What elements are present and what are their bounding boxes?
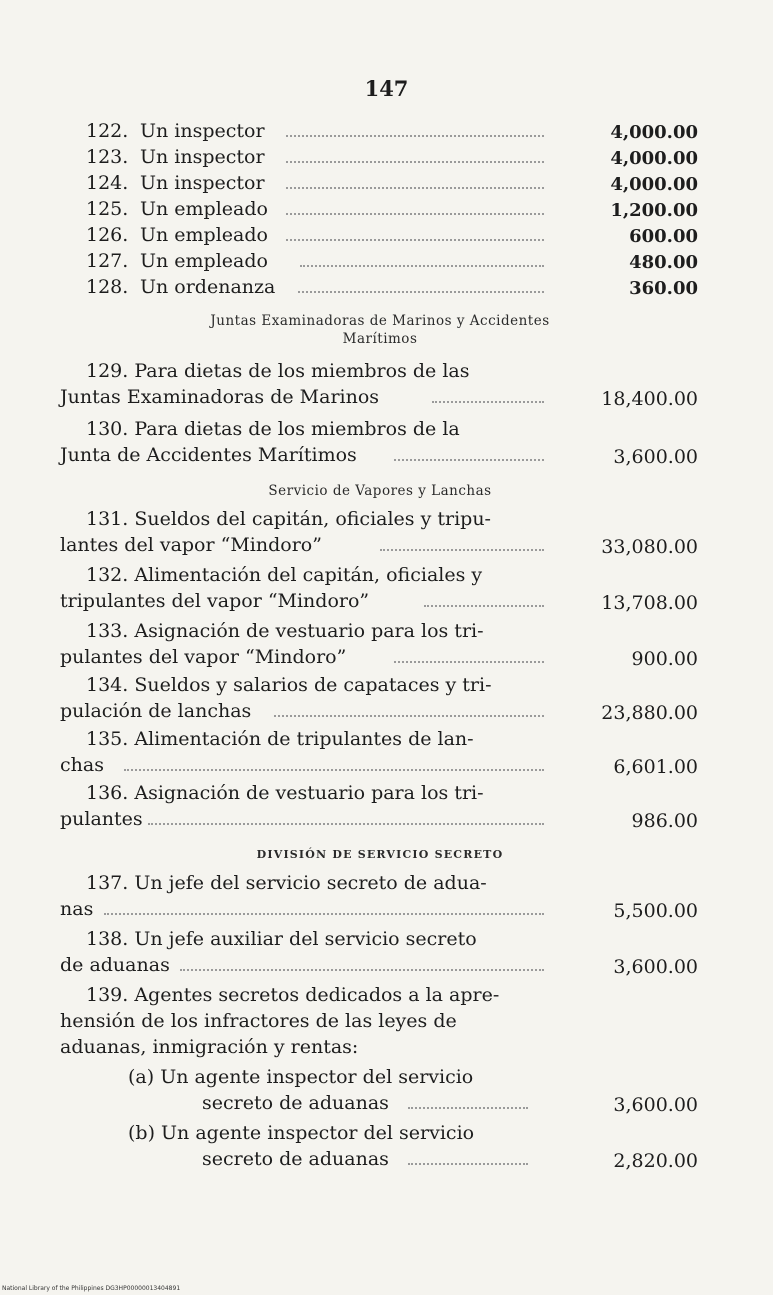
page-number: 147	[364, 76, 409, 101]
dot-leader	[124, 769, 544, 771]
dot-leader	[432, 401, 544, 403]
item-number: 124.	[86, 172, 129, 194]
item-text: tripulantes del vapor “Mindoro”	[60, 590, 370, 612]
item-text: pulantes	[60, 808, 143, 830]
list-item	[60, 618, 700, 644]
list-item	[60, 896, 700, 922]
item-text: 134. Sueldos y salarios de capataces y tri-	[86, 674, 492, 696]
item-text: secreto de aduanas	[202, 1092, 389, 1114]
dot-leader	[104, 913, 544, 915]
item-amount: 23,880.00	[601, 702, 698, 724]
list-item	[60, 358, 700, 384]
list-item	[60, 416, 700, 442]
item-amount: 986.00	[631, 810, 698, 832]
item-amount: 480.00	[629, 252, 698, 273]
item-text: 132. Alimentación del capitán, oficiales y	[86, 564, 483, 586]
dot-leader	[394, 661, 544, 663]
item-amount: 3,600.00	[613, 1094, 698, 1116]
item-amount: 360.00	[629, 278, 698, 299]
list-item	[60, 1034, 700, 1060]
dot-leader	[408, 1107, 528, 1109]
item-text: de aduanas	[60, 954, 170, 976]
item-text: Un empleado	[140, 250, 268, 272]
list-item	[60, 780, 700, 806]
list-item	[60, 384, 700, 410]
list-item	[60, 870, 700, 896]
list-item	[60, 926, 700, 952]
item-amount: 3,600.00	[613, 956, 698, 978]
dot-leader	[300, 265, 544, 267]
document-body	[60, 118, 700, 1172]
list-item	[60, 1146, 700, 1172]
item-text: 130. Para dietas de los miembros de la	[86, 418, 460, 440]
section-heading-juntas	[60, 312, 700, 348]
dot-leader	[424, 605, 544, 607]
item-text: Un ordenanza	[140, 276, 276, 298]
list-item	[60, 506, 700, 532]
list-item	[60, 144, 700, 170]
list-item	[60, 196, 700, 222]
item-text: Un empleado	[140, 224, 268, 246]
dot-leader	[180, 969, 544, 971]
list-item	[60, 562, 700, 588]
list-item	[60, 752, 700, 778]
item-text: chas	[60, 754, 104, 776]
item-text: 131. Sueldos del capitán, oficiales y tripu-	[86, 508, 491, 530]
list-item	[60, 1008, 700, 1034]
list-item	[60, 698, 700, 724]
item-text: aduanas, inmigración y rentas:	[60, 1036, 359, 1058]
dot-leader	[286, 161, 544, 163]
dot-leader	[286, 239, 544, 241]
item-amount: 6,601.00	[613, 756, 698, 778]
item-number: 128.	[86, 276, 129, 298]
list-item	[60, 672, 700, 698]
item-text: Un empleado	[140, 198, 268, 220]
dot-leader	[274, 715, 544, 717]
dot-leader	[286, 135, 544, 137]
item-amount: 4,000.00	[610, 122, 698, 143]
item-text: (a) Un agente inspector del servicio	[128, 1066, 474, 1088]
item-text: Un inspector	[140, 120, 265, 142]
item-amount: 2,820.00	[613, 1150, 698, 1172]
item-amount: 13,708.00	[601, 592, 698, 614]
heading-line: Marítimos	[342, 331, 418, 347]
list-item	[60, 952, 700, 978]
list-item	[60, 1090, 700, 1116]
item-text: 135. Alimentación de tripulantes de lan-	[86, 728, 474, 750]
item-text: hensión de los infractores de las leyes de	[60, 1010, 457, 1032]
item-amount: 4,000.00	[610, 174, 698, 195]
list-item	[60, 118, 700, 144]
item-text: 136. Asignación de vestuario para los tri-	[86, 782, 484, 804]
list-item	[60, 442, 700, 468]
item-number: 123.	[86, 146, 129, 168]
list-item	[60, 982, 700, 1008]
item-list-top	[60, 118, 700, 300]
item-text: 138. Un jefe auxiliar del servicio secreto	[86, 928, 477, 950]
dot-leader	[148, 823, 544, 825]
item-text: 133. Asignación de vestuario para los tri-	[86, 620, 484, 642]
footer-watermark: National Library of the Philippines DG3HP00000013404891	[2, 1285, 181, 1292]
dot-leader	[394, 459, 544, 461]
item-text: Un inspector	[140, 146, 265, 168]
list-item	[60, 588, 700, 614]
dot-leader	[298, 291, 544, 293]
list-item	[60, 248, 700, 274]
item-text: secreto de aduanas	[202, 1148, 389, 1170]
list-item	[60, 1120, 700, 1146]
item-amount: 4,000.00	[610, 148, 698, 169]
section-heading-secreto: DIVISIÓN DE SERVICIO SECRETO	[256, 848, 504, 861]
item-text: Juntas Examinadoras de Marinos	[60, 386, 380, 408]
item-number: 127.	[86, 250, 129, 272]
list-item	[60, 532, 700, 558]
item-text: nas	[60, 898, 94, 920]
item-text: pulación de lanchas	[60, 700, 252, 722]
item-text: 137. Un jefe del servicio secreto de adua-	[86, 872, 487, 894]
item-amount: 18,400.00	[601, 388, 698, 410]
list-item	[60, 644, 700, 670]
dot-leader	[408, 1163, 528, 1165]
list-item	[60, 170, 700, 196]
list-item	[60, 222, 700, 248]
list-item	[60, 726, 700, 752]
item-number: 125.	[86, 198, 129, 220]
item-text: Un inspector	[140, 172, 265, 194]
list-item	[60, 1064, 700, 1090]
dot-leader	[380, 549, 544, 551]
item-text: Junta de Accidentes Marítimos	[60, 444, 357, 466]
item-amount: 900.00	[631, 648, 698, 670]
dot-leader	[286, 187, 544, 189]
list-item	[60, 806, 700, 832]
item-text: lantes del vapor “Mindoro”	[60, 534, 322, 556]
item-amount: 3,600.00	[613, 446, 698, 468]
item-text: 129. Para dietas de los miembros de las	[86, 360, 470, 382]
item-text: (b) Un agente inspector del servicio	[128, 1122, 475, 1144]
item-number: 122.	[86, 120, 129, 142]
item-amount: 1,200.00	[610, 200, 698, 221]
item-number: 126.	[86, 224, 129, 246]
heading-line: Juntas Examinadoras de Marinos y Accidentes	[210, 313, 550, 329]
item-amount: 5,500.00	[613, 900, 698, 922]
item-text: 139. Agentes secretos dedicados a la apre-	[86, 984, 500, 1006]
list-item	[60, 274, 700, 300]
dot-leader	[286, 213, 544, 215]
section-heading-vapores: Servicio de Vapores y Lanchas	[268, 483, 492, 499]
item-amount: 33,080.00	[601, 536, 698, 558]
item-amount: 600.00	[629, 226, 698, 247]
item-text: pulantes del vapor “Mindoro”	[60, 646, 347, 668]
